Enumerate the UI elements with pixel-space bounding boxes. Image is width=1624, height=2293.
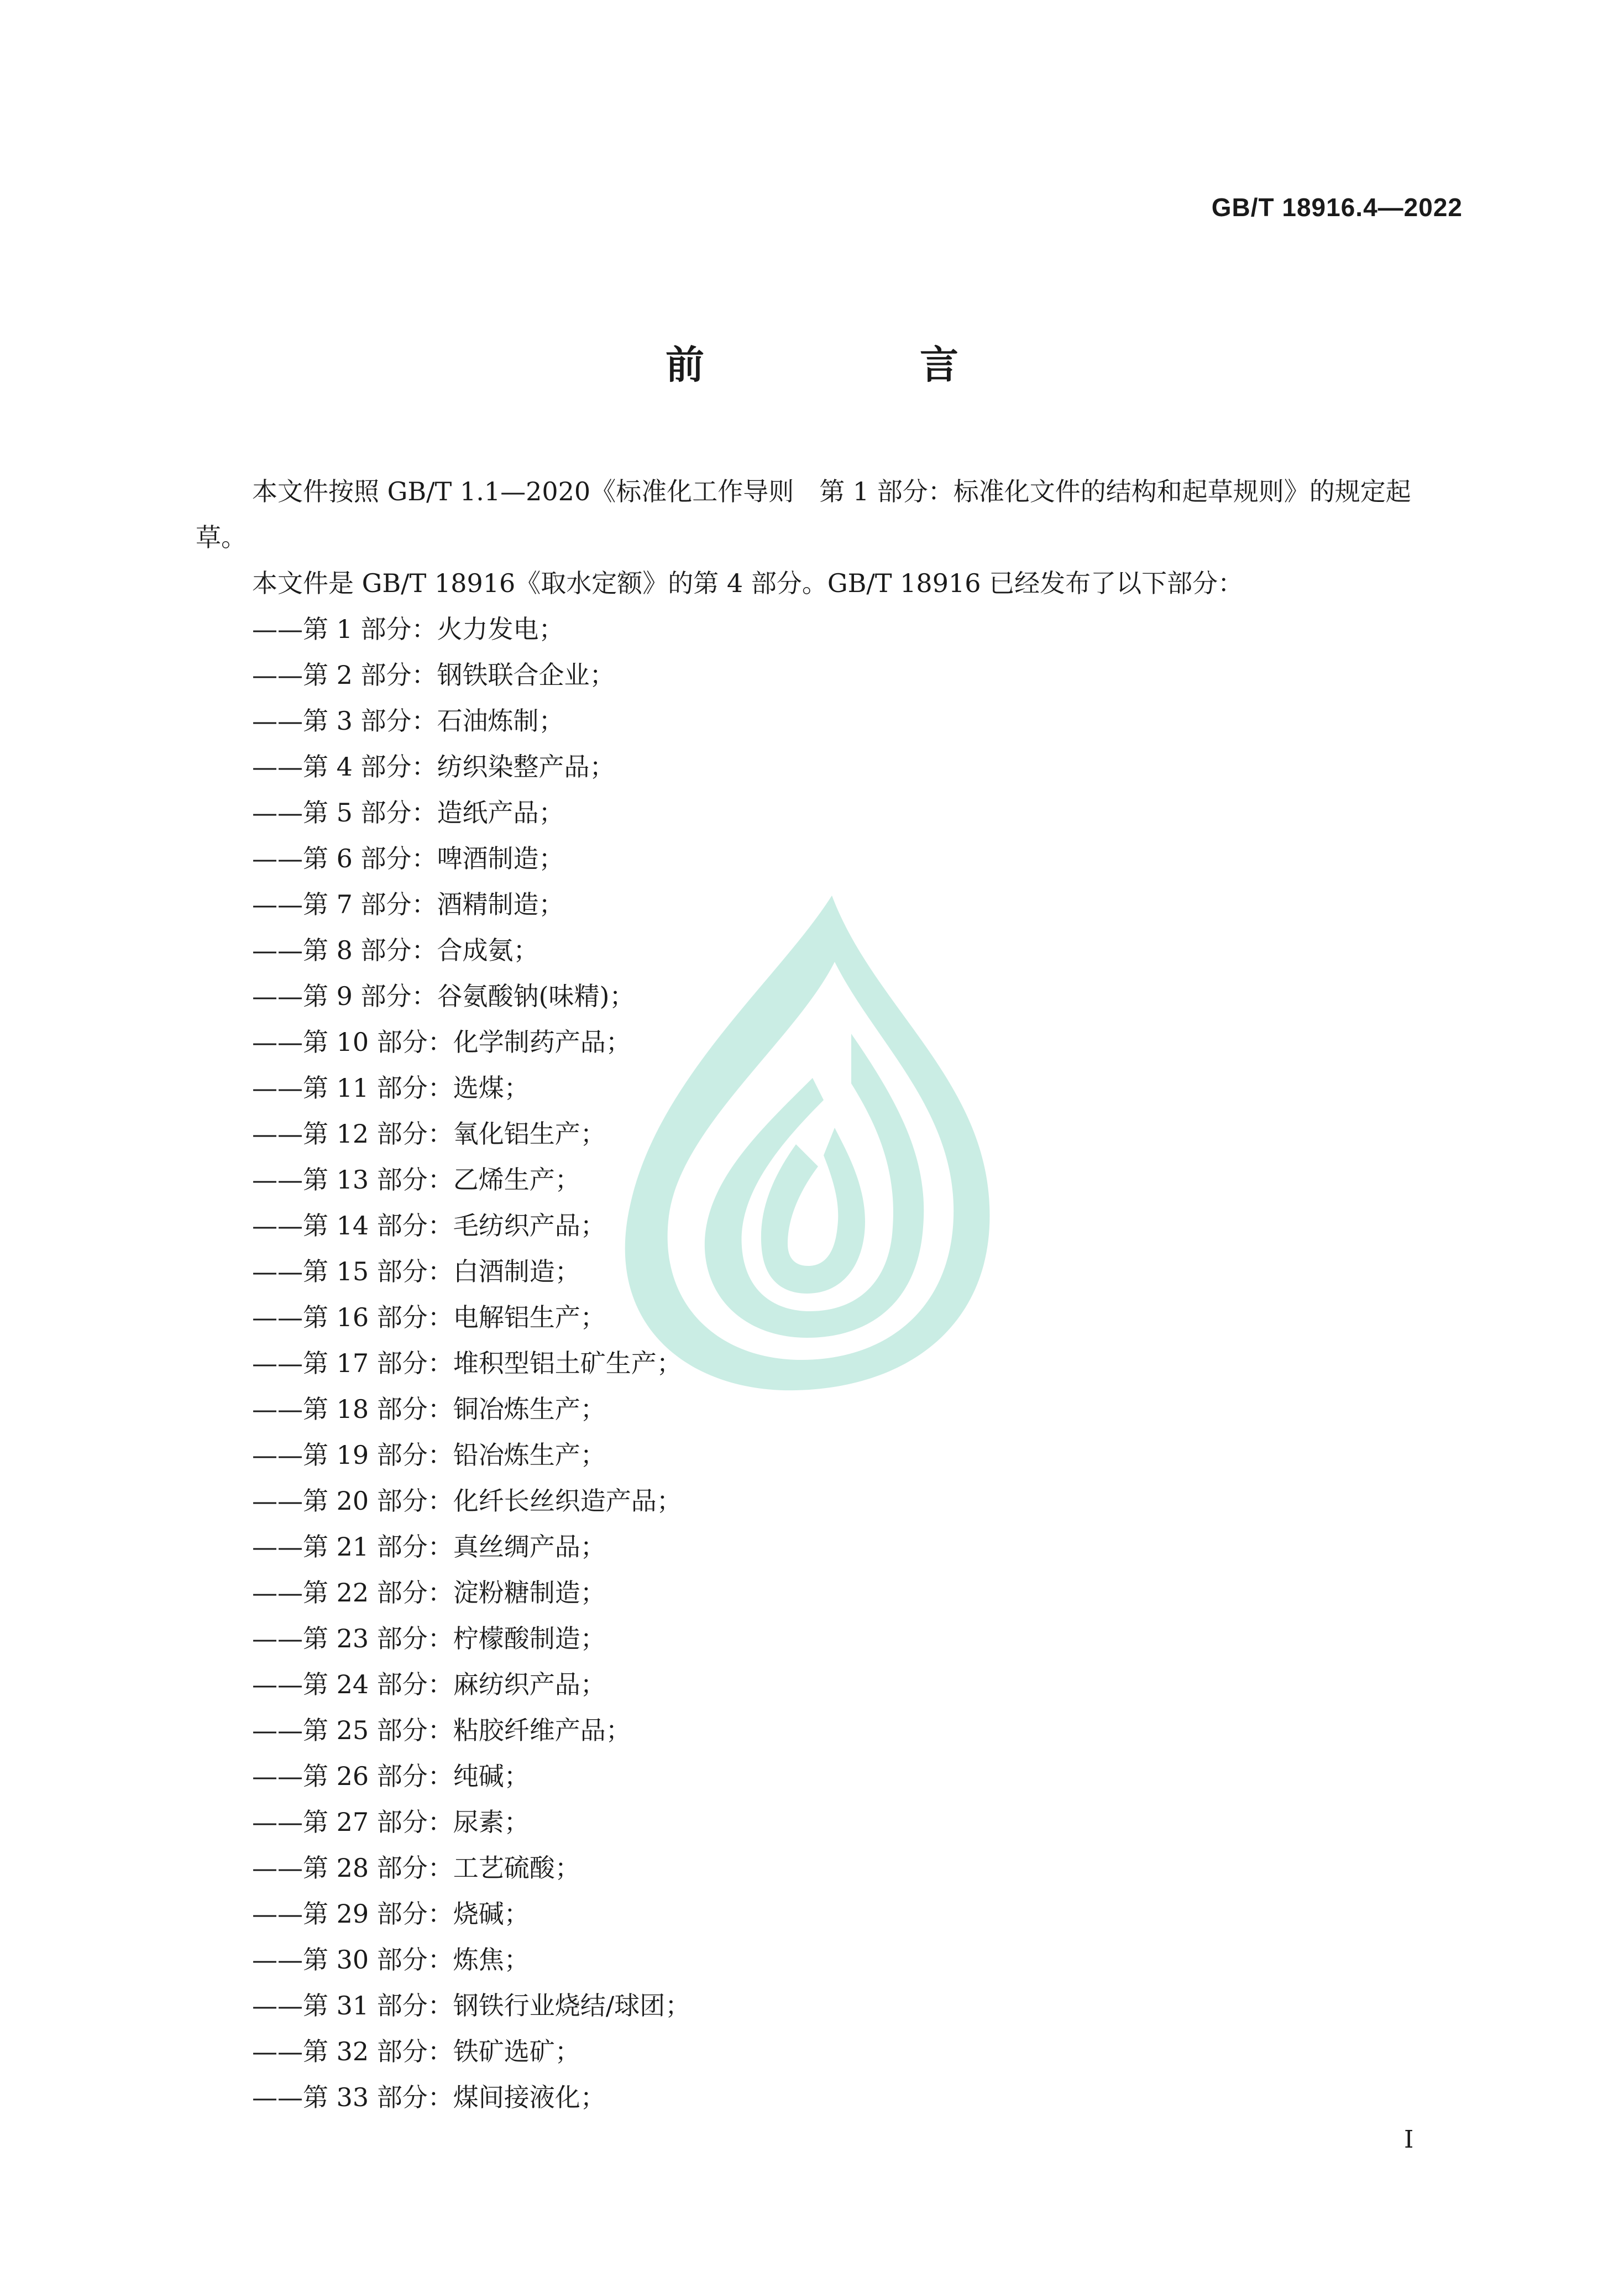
list-item: ——第 9 部分：谷氨酸钠(味精)； bbox=[252, 981, 635, 1011]
list-item: ——第 4 部分：纺织染整产品； bbox=[252, 752, 615, 782]
list-item: ——第 17 部分：堆积型铝土矿生产； bbox=[252, 1348, 682, 1378]
list-item: ——第 16 部分：电解铝生产； bbox=[252, 1302, 606, 1332]
foreword-body bbox=[196, 469, 1461, 2121]
list-item: ——第 6 部分：啤酒制造； bbox=[252, 844, 564, 873]
list-item: ——第 32 部分：铁矿选矿； bbox=[252, 2037, 580, 2066]
paragraph-part-intro: 本文件是 GB/T 18916《取水定额》的第 4 部分。GB/T 18916 已经发布了以下部分： bbox=[252, 568, 1244, 598]
list-item: ——第 27 部分：尿素； bbox=[252, 1807, 530, 1837]
page-number: I bbox=[1404, 2126, 1414, 2154]
list-item: ——第 15 部分：白酒制造； bbox=[252, 1257, 580, 1286]
list-item: ——第 1 部分：火力发电； bbox=[252, 614, 564, 644]
list-item: ——第 29 部分：烧碱； bbox=[252, 1899, 530, 1929]
page-title: 前 言 bbox=[666, 342, 1047, 388]
list-item: ——第 3 部分：石油炼制； bbox=[252, 706, 564, 736]
list-item: ——第 31 部分：钢铁行业烧结/球团； bbox=[252, 1991, 691, 2020]
list-item: ——第 21 部分：真丝绸产品； bbox=[252, 1532, 606, 1562]
list-item: ——第 19 部分：铅冶炼生产； bbox=[252, 1440, 606, 1470]
list-item: ——第 5 部分：造纸产品； bbox=[252, 798, 564, 828]
paragraph-drafting-rule: 本文件按照 GB/T 1.1—2020《标准化工作导则 第 1 部分：标准化文件的结构和起草规则》的规定起草。 bbox=[196, 477, 1411, 552]
list-item: ——第 8 部分：合成氨； bbox=[252, 935, 539, 965]
list-item: ——第 12 部分：氧化铝生产； bbox=[252, 1119, 606, 1149]
list-item: ——第 20 部分：化纤长丝织造产品； bbox=[252, 1486, 682, 1516]
list-item: ——第 23 部分：柠檬酸制造； bbox=[252, 1624, 606, 1653]
list-item: ——第 30 部分：炼焦； bbox=[252, 1945, 530, 1975]
list-item: ——第 25 部分：粘胶纤维产品； bbox=[252, 1715, 631, 1745]
list-item: ——第 10 部分：化学制药产品； bbox=[252, 1027, 631, 1057]
parts-list bbox=[196, 606, 1461, 2121]
list-item: ——第 22 部分：淀粉糖制造； bbox=[252, 1578, 606, 1608]
list-item: ——第 33 部分：煤间接液化； bbox=[252, 2082, 606, 2112]
standard-code: GB/T 18916.4—2022 bbox=[1211, 193, 1463, 222]
list-item: ——第 24 部分：麻纺织产品； bbox=[252, 1669, 606, 1699]
list-item: ——第 26 部分：纯碱； bbox=[252, 1761, 530, 1791]
list-item: ——第 7 部分：酒精制造； bbox=[252, 889, 564, 919]
list-item: ——第 2 部分：钢铁联合企业； bbox=[252, 660, 615, 690]
list-item: ——第 11 部分：选煤； bbox=[252, 1073, 530, 1103]
list-item: ——第 14 部分：毛纺织产品； bbox=[252, 1211, 606, 1240]
list-item: ——第 28 部分：工艺硫酸； bbox=[252, 1853, 580, 1883]
list-item: ——第 18 部分：铜冶炼生产； bbox=[252, 1394, 606, 1424]
list-item: ——第 13 部分：乙烯生产； bbox=[252, 1165, 580, 1195]
